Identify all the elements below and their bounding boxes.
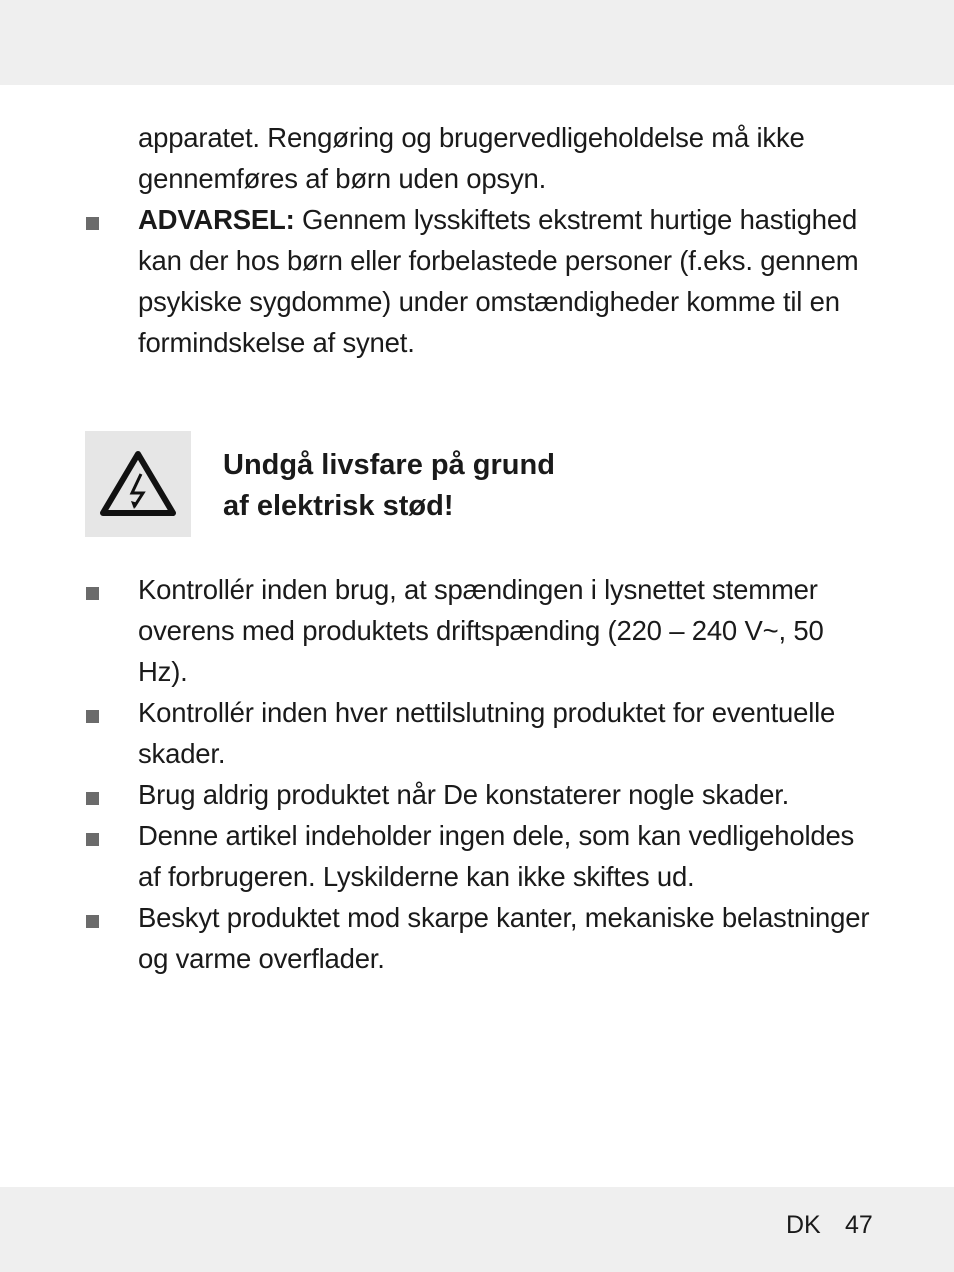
footer-language: DK bbox=[786, 1211, 821, 1239]
page-number: 47 bbox=[845, 1211, 873, 1239]
header-band bbox=[0, 0, 954, 85]
bullet-marker bbox=[86, 792, 99, 805]
warning-heading bbox=[223, 445, 823, 527]
warning-icon-box bbox=[85, 431, 191, 537]
electric-hazard-icon bbox=[98, 449, 178, 519]
warning-heading-line1: Undgå livsfare på grund bbox=[223, 449, 555, 481]
bullet-marker bbox=[86, 833, 99, 846]
advarsel-paragraph bbox=[138, 199, 878, 363]
list-item: Beskyt produktet mod skarpe kanter, mekaniske belastninger og varme overflader. bbox=[138, 902, 870, 974]
bullet-marker bbox=[86, 587, 99, 600]
bullet-marker bbox=[86, 915, 99, 928]
list-item: Kontrollér inden brug, at spændingen i lysnettet stemmer overens med produktets driftspænding (220 – 240 V~, 50 Hz). bbox=[138, 574, 824, 687]
bullet-marker bbox=[86, 710, 99, 723]
advarsel-label: ADVARSEL: bbox=[138, 204, 295, 235]
list-item: Kontrollér inden hver nettilslutning produktet for eventuelle skader. bbox=[138, 697, 836, 769]
list-item: Denne artikel indeholder ingen dele, som kan vedligeholdes af forbrugeren. Lyskilderne kan ikke skiftes ud. bbox=[138, 820, 855, 892]
advarsel-text: Gennem lysskiftets ekstremt hurtige hastighed kan der hos børn eller forbelastede personer (f.eks. gennem psykiske sygdomme) under omstændigheder komme til en formindskelse af synet. bbox=[138, 204, 859, 358]
bullet-marker bbox=[86, 217, 99, 230]
continuation-paragraph: apparatet. Rengøring og brugervedligeholdelse må ikke gennemføres af børn uden opsyn. bbox=[138, 122, 805, 194]
list-item: Brug aldrig produktet når De konstaterer nogle skader. bbox=[138, 779, 790, 810]
warning-heading-line2: af elektrisk stød! bbox=[223, 490, 454, 522]
